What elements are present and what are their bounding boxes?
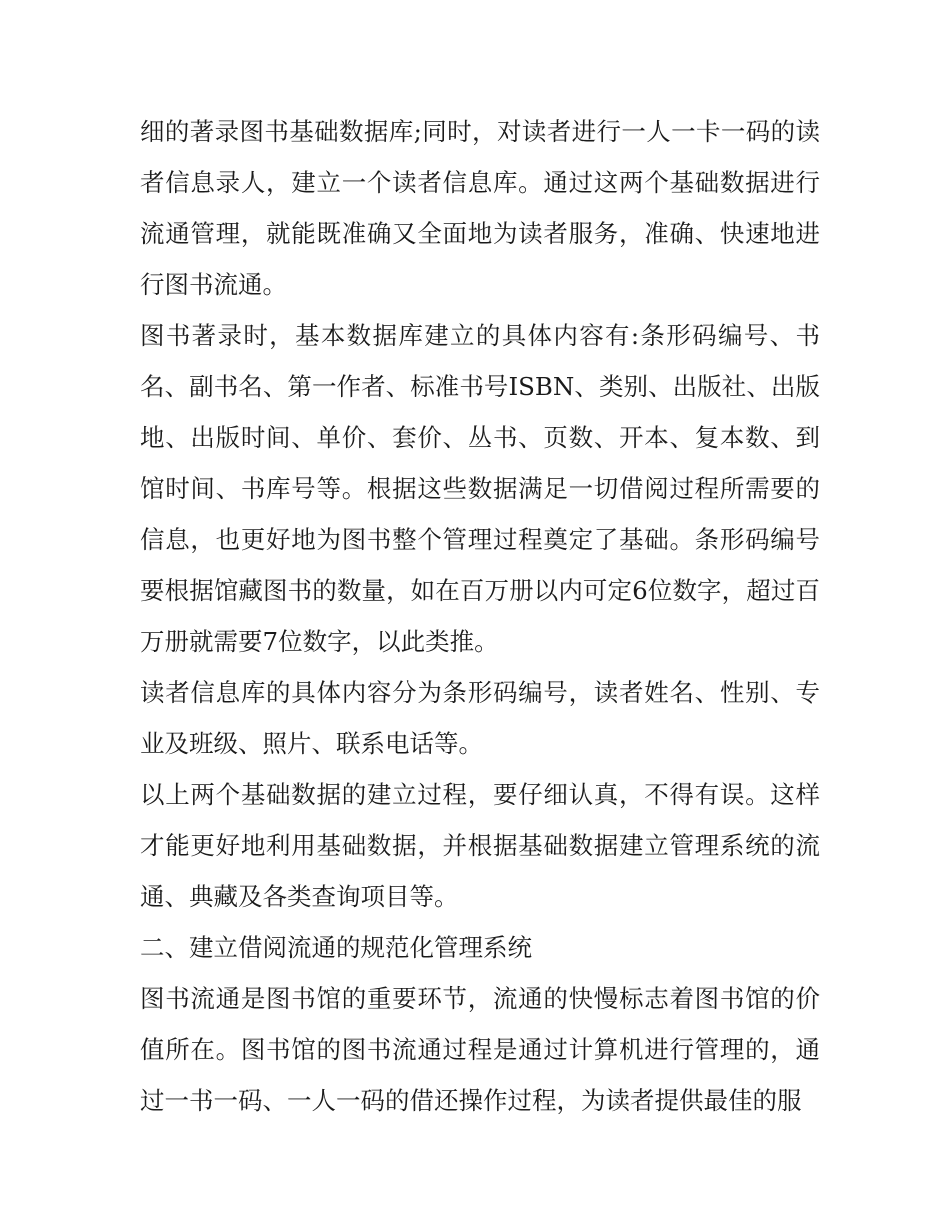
paragraph-book-catalog: 图书著录时，基本数据库建立的具体内容有:条形码编号、书名、副书名、第一作者、标准书号ISBN、类别、出版社、出版地、出版时间、单价、套价、丛书、页数、开本、复本数、到馆时间、书库号等。根据这些数据满足一切借阅过程所需要的信息，也更好地为图书整个管理过程奠定了基础。条形码编号要根据馆藏图书的数量，如在百万册以内可定6位数字，超过百万册就需要7位数字，以此类推。 [140,321,820,656]
paragraph-database-intro: 细的著录图书基础数据库;同时，对读者进行一人一卡一码的读者信息录人，建立一个读者信息库。通过这两个基础数据进行流通管理，就能既准确又全面地为读者服务，准确、快速地进行图书流通。 [140,117,820,299]
document-body [140,106,820,1126]
section-heading: 二、建立借阅流通的规范化管理系统 [140,933,532,962]
paragraph-circulation: 图书流通是图书馆的重要环节，流通的快慢标志着图书馆的价值所在。图书馆的图书流通过程是通过计算机进行管理的，通过一书一码、一人一码的借还操作过程，为读者提供最佳的服 [140,984,820,1115]
paragraph-data-accuracy: 以上两个基础数据的建立过程，要仔细认真，不得有误。这样才能更好地利用基础数据，并根据基础数据建立管理系统的流通、典藏及各类查询项目等。 [140,780,820,911]
paragraph-reader-info: 读者信息库的具体内容分为条形码编号，读者姓名、性别、专业及班级、照片、联系电话等。 [140,678,820,758]
